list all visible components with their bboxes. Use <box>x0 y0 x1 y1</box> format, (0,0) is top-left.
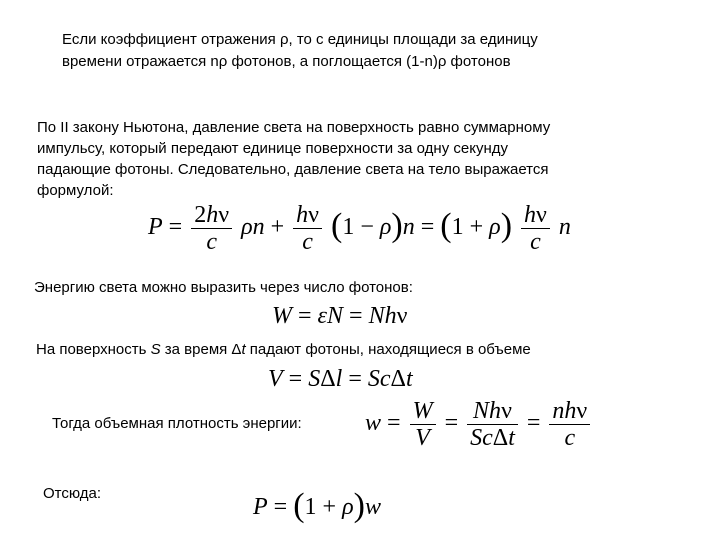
newton-line-3: падающие фотоны. Следовательно, давление света на тело выражается <box>37 161 549 178</box>
volume-text: На поверхность S за время Δt падают фотоны, находящиеся в объеме <box>36 341 531 358</box>
newton-line-2: импульсу, который передают единице поверхности за одну секунду <box>37 140 508 157</box>
pressure-formula: P = $\frac{2h\nu}{c}$ ρn + $\frac{h\nu}{c}$ (1 − ρ)n = (1 + ρ) $\frac{h\nu}{c}$ n <box>148 202 571 255</box>
density-formula: w = $\frac{W}{V}$ = $\frac{\text{Nhν}}{\text{ScΔt}}$ = $\frac{\text{nhν}}{c}$ <box>365 398 593 451</box>
volume-formula: V = SΔl = ScΔt <box>268 366 413 392</box>
newton-line-4: формулой: <box>37 182 114 199</box>
density-text: Тогда объемная плотность энергии: <box>52 415 302 432</box>
intro-line-1: Если коэффициент отражения ρ, то с единицы площади за единицу <box>62 31 538 48</box>
hence-text: Отсюда: <box>43 485 102 502</box>
energy-formula: W = εN = Nhν <box>272 303 408 329</box>
intro-line-2: времени отражается nρ фотонов, а поглощается (1-n)ρ фотонов <box>62 53 511 70</box>
result-formula: P = (1 + ρ)w <box>253 487 381 524</box>
energy-text: Энергию света можно выразить через число фотонов: <box>34 279 413 296</box>
newton-line-1: По II закону Ньютона, давление света на поверхность равно суммарному <box>37 119 551 136</box>
